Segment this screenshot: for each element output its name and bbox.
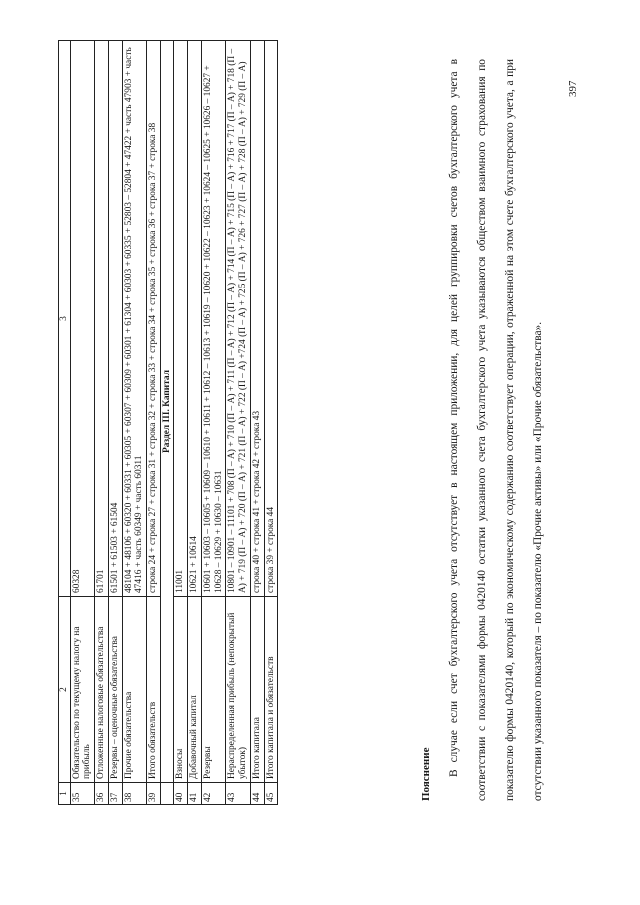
header-row [59, 41, 71, 805]
row-indicator-name: Отложенные налоговые обязательства [95, 597, 109, 783]
row-indicator-name: Итого капитала и обязательств [264, 597, 278, 783]
row-number: 42 [201, 783, 225, 805]
row-number: 44 [250, 783, 264, 805]
table-row [201, 41, 225, 805]
row-account-formula: 10801 – 10901 – 11101 + 708 (П – А) + 710 (П – А) + 711 (П – А) + 712 (П – А) + 714 (П – А) + 715 (П – А) + 716 + 717 (П – А) + 718 (П – А) + 719 (П – А) + 720 (П – А) + 721 (П – А) + 722 (П – А) +724 (П – А) + 725 (П – А) + 726 + 727 (П – А) + 728 (П – А) + 729 (П – А) [226, 41, 250, 597]
table-row [122, 41, 146, 805]
row-number: 41 [188, 783, 202, 805]
row-indicator-name: Резервы – оценочные обязательства [108, 597, 122, 783]
note-title: Пояснение [420, 747, 432, 801]
row-indicator-name: Взносы [174, 597, 188, 783]
section-heading-group [160, 41, 174, 805]
row-account-formula: 10621 + 10614 [188, 41, 202, 597]
row-number: 40 [174, 783, 188, 805]
section-empty-cell [160, 783, 174, 805]
row-indicator-name: Нераспределенная прибыль (непокрытый убыток) [226, 597, 250, 783]
table-row [95, 41, 109, 805]
row-indicator-name: Итого капитала [250, 597, 264, 783]
table-row [250, 41, 264, 805]
section-title: Раздел III. Капитал [160, 41, 174, 783]
row-indicator-name: Прочие обязательства [122, 597, 146, 783]
row-number: 35 [70, 783, 94, 805]
row-account-formula: 61701 [95, 41, 109, 597]
table-row [264, 41, 278, 805]
row-indicator-name: Обязательство по текущему налогу на прибыль [70, 597, 94, 783]
row-account-formula: 10601 + 10603 – 10605 + 10609 – 10610 + 10611 + 10612 – 10613 + 10619 – 10620 + 10622 – 10623 + 10624 – 10625 + 10626 – 10627 + 10628 – 10629 + 10630 – 10631 [201, 41, 225, 597]
account-mapping-table [58, 40, 278, 805]
row-account-formula: 48104 + 48106 + 60320 + 60331 + 60305 + 60307 + 60309 + 60301 + 61304 + 60303 + 60335 + 52803 – 52804 + 47422 + часть 47903 + часть 47416 + часть 60349 + часть 60311 [122, 41, 146, 597]
row-account-formula: строка 40 + строка 41 + строка 42 + строка 43 [250, 41, 264, 597]
header-col-3: 3 [59, 41, 71, 597]
row-indicator-name: Резервы [201, 597, 225, 783]
row-account-formula: 11001 [174, 41, 188, 597]
row-account-formula: 60328 [70, 41, 94, 597]
header-col-1: 1 [59, 783, 71, 805]
page-number: 397 [567, 80, 579, 97]
table-row [108, 41, 122, 805]
table-row [70, 41, 94, 805]
note-text: В случае если счет бухгалтерского учета отсутствует в настоящем приложении, для целей группировки счетов бухгалтерского учета в соответствии с показателями формы 0420140 остатки указанного счета бухгалтерского учета указываются обществом взаимного страхования по показателю формы 0420140, который по экономическому содержанию соответствует операции, отраженной на этом счете бухгалтерского учета, а при отсутствии указанного показателя – по показателю «Прочие активы» или «Прочие обязательства». [448, 59, 544, 801]
row-account-formula: 61501 + 61503 + 61504 [108, 41, 122, 597]
row-number: 43 [226, 783, 250, 805]
row-number: 45 [264, 783, 278, 805]
rows-after-section [174, 41, 278, 805]
row-number: 36 [95, 783, 109, 805]
table-row [188, 41, 202, 805]
table-row [174, 41, 188, 805]
row-indicator-name: Итого обязательств [147, 597, 161, 783]
row-account-formula: строка 39 + строка 44 [264, 41, 278, 597]
row-number: 39 [147, 783, 161, 805]
rows-before-section [70, 41, 160, 805]
table-row [147, 41, 161, 805]
row-number: 38 [122, 783, 146, 805]
header-col-2: 2 [59, 597, 71, 783]
row-indicator-name: Добавочный капитал [188, 597, 202, 783]
row-account-formula: строка 24 + строка 27 + строка 31 + строка 32 + строка 33 + строка 34 + строка 35 + строка 36 + строка 37 + строка 38 [147, 41, 161, 597]
row-number: 37 [108, 783, 122, 805]
section-row [160, 41, 174, 805]
table-row [226, 41, 250, 805]
